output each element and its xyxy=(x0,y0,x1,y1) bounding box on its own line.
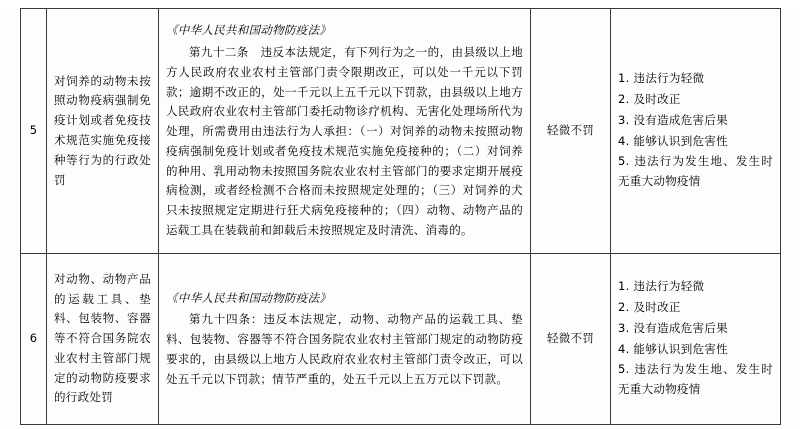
list-item: 3. 没有造成危害后果 xyxy=(618,320,728,335)
list-item: 5. 违法行为发生地、发生时无重大动物疫情 xyxy=(618,154,773,189)
row-conditions xyxy=(611,9,781,254)
row-result: 轻微不罚 xyxy=(531,254,611,425)
row-index: 6 xyxy=(21,254,47,425)
document-page xyxy=(0,8,800,429)
row-conditions xyxy=(611,254,781,425)
law-body: 第九十四条：违反本法规定，动物、动物产品的运载工具、垫料、包装物、容器等不符合国务院农业农村主管部门规定的动物防疫要求的，由县级以上地方人民政府农业农村主管部门责令改正，可以处五千元以下罚款；情节严重的，处五千元以上五万元以下罚款。 xyxy=(166,312,523,386)
list-item: 4. 能够认识到危害性 xyxy=(618,133,728,148)
row-subject: 对饲养的动物未按照动物疫病强制免疫计划或者免疫技术规范实施免疫接种等行为的行政处罚 xyxy=(47,9,159,254)
table-row xyxy=(21,9,781,254)
list-item: 5. 违法行为发生地、发生时无重大动物疫情 xyxy=(618,362,773,397)
row-subject: 对动物、动物产品的运载工具、垫料、包装物、容器等不符合国务院农业农村主管部门规定的动物防疫要求的行政处罚 xyxy=(47,254,159,425)
law-title: 《中华人民共和国动物防疫法》 xyxy=(166,23,332,38)
row-legal-basis xyxy=(159,9,531,254)
conditions-list xyxy=(618,69,773,192)
row-index: 5 xyxy=(21,9,47,254)
list-item: 1. 违法行为轻微 xyxy=(618,279,705,294)
row-legal-basis xyxy=(159,254,531,425)
administrative-penalty-table xyxy=(20,8,781,425)
list-item: 1. 违法行为轻微 xyxy=(618,71,705,86)
list-item: 4. 能够认识到危害性 xyxy=(618,341,728,356)
row-result: 轻微不罚 xyxy=(531,9,611,254)
list-item: 2. 及时改正 xyxy=(618,299,681,314)
list-item: 2. 及时改正 xyxy=(618,91,681,106)
table-row xyxy=(21,254,781,425)
conditions-list xyxy=(618,277,773,400)
law-body: 第九十二条 违反本法规定，有下列行为之一的，由县级以上地方人民政府农业农村主管部门责令限期改正，可以处一千元以下罚款；逾期不改正的，处一千元以上五千元以下罚款，由县级以上地方人民政府农业农村主管部门委托动物诊疗机构、无害化处理场所代为处理，所需费用由违法行为人承担：（一）对饲养的动物未按照动物疫病强制免疫计划或者免疫技术规范实施免疫接种的；（二）对饲养的种用、乳用动物未按照国务院农业农村主管部门的要求定期开展疫病检测，或者经检测不合格而未按照规定处理的；（三）对饲养的犬只未按照规定定期进行狂犬病免疫接种的；（四）动物、动物产品的运载工具在装载前和卸载后未按照规定及时清洗、消毒的。 xyxy=(166,45,523,237)
list-item: 3. 没有造成危害后果 xyxy=(618,112,728,127)
law-title: 《中华人民共和国动物防疫法》 xyxy=(166,290,332,305)
